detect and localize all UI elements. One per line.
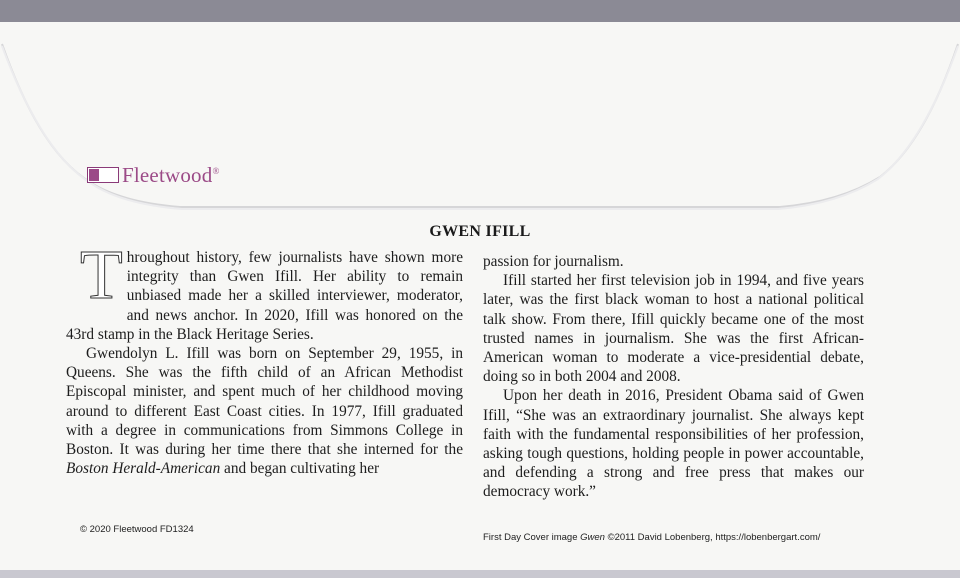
article-column-left	[66, 237, 463, 478]
fleetwood-logo-text: Fleetwood®	[122, 162, 220, 187]
envelope-flap	[0, 22, 960, 222]
paragraph-2-end: and began cultivating her	[224, 460, 380, 478]
fleetwood-logo	[87, 162, 220, 188]
newspaper-title: Boston Herald-American	[66, 460, 221, 478]
drop-cap: T	[80, 237, 123, 314]
paragraph-4: Upon her death in 2016, President Obama said of Gwen Ifill, “She was an extraordinary journalist. She always kept faith with the fundamental responsibilities of her profession, asking tough questions, holding people in power accountable, and defending a strong and free press that makes our democracy work.”	[483, 387, 864, 501]
fleetwood-logo-mark	[87, 167, 119, 183]
paragraph-3: Ifill started her first television job in 1994, and five years later, was the first black woman to host a national political talk show. From there, Ifill quickly became one of the most trusted names in journalism. She was the first African-American woman to moderate a vice-presidential debate, doing so in both 2004 and 2008.	[483, 272, 864, 386]
image-credit: First Day Cover image Gwen ©2011 David Lobenberg, https://lobenbergart.com/	[483, 532, 821, 543]
scan-edge	[0, 570, 960, 578]
article-title: GWEN IFILL	[429, 223, 531, 240]
paragraph-1: Throughout history, few journalists have shown more integrity than Gwen Ifill. Her ability to remain unbiased made her a skilled interviewer, moderator, and news anchor. In 2020, Ifill was honored on the 43rd stamp in the Black Heritage Series.	[66, 237, 463, 343]
paragraph-2-continued: passion for journalism.	[483, 253, 624, 270]
flap-outline	[0, 22, 960, 222]
article-column-right	[483, 252, 864, 502]
paragraph-2: Gwendolyn L. Ifill was born on September 29, 1955, in Queens. She was the fifth child of an African Methodist Episcopal minister, and spent much of her childhood moving around to different East Coast cities. In 1977, Ifill graduated with a degree in communications from Simmons College in Boston. It was during her time there that she interned for the Boston Herald-American and began cultivating her	[66, 345, 463, 478]
copyright-notice: © 2020 Fleetwood FD1324	[80, 524, 194, 535]
